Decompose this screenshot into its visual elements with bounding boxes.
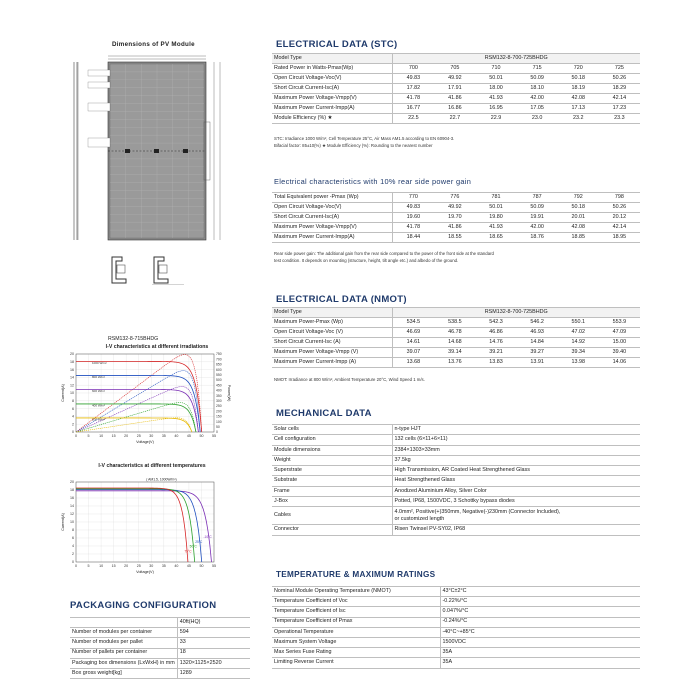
y-tick-label: 18: [70, 360, 74, 364]
table-row: [272, 84, 640, 94]
y-tick-label: 18: [70, 488, 74, 493]
row-value: 538.5: [434, 318, 475, 328]
table-row: Substrate Heat Strengthened Glass: [272, 476, 640, 486]
x-tick-label: 30: [149, 564, 154, 568]
y2-tick-label: 350: [216, 393, 222, 398]
row-value: 19.80: [475, 213, 516, 223]
table-row: Superstrate High Transmission, AR Coated Heat Strengthened Glass: [272, 466, 640, 476]
table-row: Cell configuration 132 cells (6×11+6×11): [272, 435, 640, 445]
row-value: 20.01: [558, 213, 599, 223]
nmot-title: ELECTRICAL DATA (NMOT): [276, 294, 407, 305]
y-tick-label: 12: [70, 512, 74, 517]
table-row: [272, 233, 640, 243]
row-value: 23.3: [599, 114, 640, 124]
stc-title: ELECTRICAL DATA (STC): [276, 39, 398, 50]
dimensions-title: Dimensions of PV Module: [112, 41, 195, 48]
series-label: 200 W/m²: [92, 417, 106, 422]
chart-annotation: ( AM1.5, 1000W/m²): [146, 477, 177, 482]
row-label: Module Efficiency (%) ★: [272, 114, 392, 124]
row-value: 17.13: [558, 104, 599, 114]
row-value: 725: [599, 64, 640, 74]
row-value: 18.55: [434, 233, 475, 243]
series-label: 800 W/m²: [92, 374, 106, 379]
series-label: 400 W/m²: [92, 403, 106, 408]
rear-gain-note-1: Rear side power gain: The additional gain from the rear side compared to the power of the front side at the standard: [274, 251, 494, 256]
table-row: Connector Risen Twinsel PV-SY02, IP68: [272, 525, 640, 535]
row-value: 46.78: [434, 328, 475, 338]
table-row: Cables 4.0mm², Positive(+)350mm, Negative(-)230mm (Connector Included), or customized length: [272, 507, 640, 525]
row-value: 41.86: [434, 223, 475, 233]
row-value: 39.14: [434, 348, 475, 358]
row-value: 550.1: [558, 318, 599, 328]
x-tick-label: 40: [174, 564, 179, 568]
row-value: 18.85: [558, 233, 599, 243]
y-tick-label: 4: [72, 544, 74, 549]
table-row: [272, 328, 640, 338]
row-value: 13.76: [434, 358, 475, 368]
row-value: 18.10: [517, 84, 558, 94]
table-row: J-Box Potted, IP68, 1500VDC, 3 Schottky bypass diodes: [272, 497, 640, 507]
row-value: 542.3: [475, 318, 516, 328]
packaging-title: PACKAGING CONFIGURATION: [70, 600, 217, 611]
row-value: 715: [517, 64, 558, 74]
row-value: 41.86: [434, 94, 475, 104]
y-tick-label: 14: [70, 504, 74, 509]
x-tick-label: 40: [174, 434, 179, 438]
row-value: 50.18: [558, 203, 599, 213]
y-tick-label: 4: [72, 414, 74, 419]
row-value: 18.76: [517, 233, 558, 243]
x-tick-label: 30: [149, 434, 154, 438]
table-row: [272, 193, 640, 203]
row-value: 19.60: [392, 213, 434, 223]
row-label: Maximum Power Current-Impp(A): [272, 104, 392, 114]
y2-tick-label: 250: [216, 404, 222, 409]
packaging-container-type: 40ft(HQ): [177, 618, 250, 628]
row-label: Maximum Power Voltage-Vmpp (V): [272, 348, 392, 358]
row-value: 14.84: [517, 338, 558, 348]
row-value: 787: [517, 193, 558, 203]
row-value: 47.09: [599, 328, 640, 338]
y2-tick-label: 550: [216, 373, 222, 377]
row-value: 14.92: [558, 338, 599, 348]
y-axis-label: Current(A): [61, 513, 65, 531]
x-tick-label: 0: [75, 434, 77, 438]
row-value: 13.91: [517, 358, 558, 368]
x-axis-label: Voltage(V): [136, 570, 154, 574]
table-row: [272, 348, 640, 358]
rear-gain-note-2: test condition. It depends on mounting (structure, height, tilt angle etc.) and albedo of the ground.: [274, 258, 459, 263]
row-label: Open Circuit Voltage-Voc(V): [272, 203, 392, 213]
row-value: 776: [434, 193, 475, 203]
table-row: [272, 94, 640, 104]
row-value: 13.68: [392, 358, 434, 368]
y-tick-label: 6: [72, 406, 74, 411]
row-value: 39.21: [475, 348, 516, 358]
row-value: 41.93: [475, 223, 516, 233]
row-value: 19.91: [517, 213, 558, 223]
x-tick-label: 45: [186, 564, 191, 568]
series-line: [76, 489, 195, 562]
row-value: 22.5: [392, 114, 434, 124]
row-label: Maximum Power Voltage-Vmpp(V): [272, 94, 392, 104]
y-tick-label: 0: [72, 560, 74, 565]
row-label: Short Circuit Current-Isc (A): [272, 338, 392, 348]
x-tick-label: 35: [161, 564, 166, 568]
y2-axis-label: Power(W): [227, 384, 231, 402]
y-tick-label: 16: [70, 367, 74, 372]
row-value: 42.00: [517, 94, 558, 104]
row-value: 798: [599, 193, 640, 203]
series-line: [76, 389, 198, 432]
row-label: Total Equivalent power -Pmax (Wp): [272, 193, 392, 203]
row-value: 50.09: [517, 203, 558, 213]
x-tick-label: 35: [161, 434, 166, 438]
row-value: 22.7: [434, 114, 475, 124]
row-value: 19.70: [434, 213, 475, 223]
iv-chart-2-title: I-V characteristics at different temperatures: [98, 463, 206, 469]
y-tick-label: 16: [70, 496, 74, 501]
row-value: 16.95: [475, 104, 516, 114]
y2-tick-label: 600: [216, 367, 222, 372]
row-label: Short Circuit Current-Isc(A): [272, 84, 392, 94]
row-value: 546.2: [517, 318, 558, 328]
row-value: 39.27: [517, 348, 558, 358]
y-tick-label: 2: [72, 422, 74, 427]
y-tick-label: 20: [70, 352, 74, 357]
row-value: 781: [475, 193, 516, 203]
row-value: 42.14: [599, 94, 640, 104]
row-value: 50.01: [475, 74, 516, 84]
row-value: 39.34: [558, 348, 599, 358]
row-value: 49.83: [392, 203, 434, 213]
table-row: [272, 318, 640, 328]
y2-tick-label: 50: [216, 425, 220, 429]
stc-note-2: Bifacial factor: 85±10(%) ★ Module Efficiency (%): Rounding to the nearest number: [274, 143, 433, 148]
table-row: Temperature Coefficient of Pmax -0.24%/°C: [272, 617, 640, 627]
y2-tick-label: 450: [216, 383, 222, 388]
table-row: [272, 338, 640, 348]
row-value: 13.83: [475, 358, 516, 368]
x-tick-label: 5: [87, 564, 90, 568]
row-value: 17.82: [392, 84, 434, 94]
nmot-model-value: RSM132-8-700-725BHDG: [392, 308, 640, 318]
row-value: 18.44: [392, 233, 434, 243]
frame-cross-section-right: [150, 255, 186, 285]
row-value: 534.5: [392, 318, 434, 328]
row-label: Open Circuit Voltage-Voc (V): [272, 328, 392, 338]
table-row: Solar cells n-type HJT: [272, 425, 640, 435]
x-tick-label: 25: [136, 564, 141, 568]
iv-chart-1-title: I-V characteristics at different irradiations: [105, 344, 209, 350]
table-row: Module dimensions 2384×1303×33mm: [272, 445, 640, 455]
y2-tick-label: 100: [216, 419, 222, 424]
row-value: 16.86: [434, 104, 475, 114]
table-row: Temperature Coefficient of Voc -0.22%/°C: [272, 597, 640, 607]
row-value: 41.78: [392, 94, 434, 104]
x-tick-label: 0: [75, 564, 77, 568]
x-tick-label: 25: [136, 434, 141, 438]
table-row: Frame Anodized Aluminium Alloy, Silver Color: [272, 486, 640, 496]
x-tick-label: 50: [199, 564, 204, 568]
row-value: 49.92: [434, 203, 475, 213]
y-tick-label: 0: [72, 430, 74, 435]
table-row: [272, 213, 640, 223]
row-value: 720: [558, 64, 599, 74]
iv-temperature-chart: [58, 470, 238, 578]
mechanical-table: [272, 424, 640, 536]
row-value: 41.93: [475, 94, 516, 104]
table-row: Limiting Reverse Current 35A: [272, 658, 640, 668]
row-value: 705: [434, 64, 475, 74]
row-value: 16.77: [392, 104, 434, 114]
row-value: 22.9: [475, 114, 516, 124]
y-tick-label: 12: [70, 383, 74, 388]
x-tick-label: 55: [212, 564, 216, 568]
x-tick-label: 10: [99, 434, 104, 438]
y2-tick-label: 500: [216, 378, 222, 383]
y-tick-label: 10: [70, 391, 74, 396]
row-value: 792: [558, 193, 599, 203]
table-row: Packaging box dimensions (LxWxH) in mm 1320×1125×2520: [70, 658, 250, 668]
row-value: 14.06: [599, 358, 640, 368]
x-tick-label: 10: [99, 564, 104, 568]
row-value: 17.23: [599, 104, 640, 114]
y-tick-label: 14: [70, 375, 74, 380]
series-line: [76, 488, 188, 562]
y2-tick-label: 300: [216, 399, 222, 403]
row-value: 710: [475, 64, 516, 74]
row-value: 49.92: [434, 74, 475, 84]
row-value: 42.14: [599, 223, 640, 233]
row-value: 23.2: [558, 114, 599, 124]
frame-cross-section-left: [108, 255, 134, 285]
x-tick-label: 20: [124, 434, 129, 438]
row-value: 18.65: [475, 233, 516, 243]
mechanical-title: MECHANICAL DATA: [276, 408, 372, 419]
nmot-model-row: Model Type RSM132-8-700-725BHDG: [272, 308, 640, 318]
row-label: Open Circuit Voltage-Voc(V): [272, 74, 392, 84]
row-label: Maximum Power-Pmax (Wp): [272, 318, 392, 328]
row-value: 50.26: [599, 203, 640, 213]
rear-gain-title: Electrical characteristics with 10% rear side power gain: [274, 177, 472, 186]
x-tick-label: 15: [111, 434, 116, 438]
iv-chart-1-model: RSM132-8-715BHDG: [108, 336, 159, 342]
row-value: 50.18: [558, 74, 599, 84]
y-tick-label: 8: [72, 528, 74, 533]
series-label: 1000 W/m²: [92, 360, 107, 365]
y2-tick-label: 750: [216, 352, 222, 357]
table-row: Number of modules per container 594: [70, 628, 250, 638]
series-label: -10°C: [203, 535, 212, 539]
x-tick-label: 50: [199, 434, 204, 438]
table-row: [272, 64, 640, 74]
y-tick-label: 2: [72, 552, 74, 557]
table-row: [272, 223, 640, 233]
row-value: 46.86: [475, 328, 516, 338]
table-row: Max Series Fuse Rating 35A: [272, 648, 640, 658]
y2-tick-label: 150: [216, 414, 222, 419]
row-value: 770: [392, 193, 434, 203]
row-value: 14.68: [434, 338, 475, 348]
series-label: 50°C: [189, 544, 197, 549]
row-value: 18.00: [475, 84, 516, 94]
row-value: 50.01: [475, 203, 516, 213]
row-label: Maximum Power Current-Impp(A): [272, 233, 392, 243]
temperature-table: [272, 586, 640, 669]
y2-tick-label: 0: [216, 430, 218, 435]
table-row: [272, 358, 640, 368]
stc-model-value: RSM132-8-700-725BHDG: [392, 54, 640, 64]
row-value: 42.00: [517, 223, 558, 233]
y2-tick-label: 700: [216, 357, 222, 362]
y-axis-label: Current(A): [61, 384, 65, 402]
table-row: Number of pallets per container 18: [70, 648, 250, 658]
iv-irradiance-chart: [58, 350, 238, 448]
table-row: Box gross weight[kg] 1289: [70, 668, 250, 678]
row-value: 50.09: [517, 74, 558, 84]
table-row: [272, 114, 640, 124]
row-value: 46.93: [517, 328, 558, 338]
row-value: 42.08: [558, 223, 599, 233]
y2-tick-label: 200: [216, 409, 222, 414]
row-value: 553.9: [599, 318, 640, 328]
rear-gain-table: [272, 192, 640, 243]
series-label: 75°C: [184, 549, 192, 554]
table-row: Maximum System Voltage 1500VDC: [272, 637, 640, 647]
row-value: 700: [392, 64, 434, 74]
y2-tick-label: 650: [216, 362, 222, 367]
nmot-note: NMOT: Irradiance at 800 W/m², Ambient Temperature 20°C, Wind Speed 1 m/s.: [274, 377, 425, 382]
row-value: 17.05: [517, 104, 558, 114]
row-value: 14.61: [392, 338, 434, 348]
table-row: Number of modules per pallet 33: [70, 638, 250, 648]
row-value: 47.02: [558, 328, 599, 338]
x-tick-label: 15: [111, 564, 116, 568]
y-tick-label: 8: [72, 399, 74, 403]
x-axis-label: Voltage(V): [136, 440, 154, 444]
table-row: [272, 104, 640, 114]
x-tick-label: 5: [87, 434, 90, 438]
row-label: Maximum Power Voltage-Vmpp(V): [272, 223, 392, 233]
row-value: 39.07: [392, 348, 434, 358]
row-value: 18.19: [558, 84, 599, 94]
row-value: 49.83: [392, 74, 434, 84]
row-value: 17.91: [434, 84, 475, 94]
x-tick-label: 55: [212, 434, 216, 438]
x-tick-label: 45: [186, 434, 191, 438]
packaging-table: [70, 617, 250, 679]
power-curve: [76, 387, 198, 432]
row-label: Maximum Power Current-Impp (A): [272, 358, 392, 368]
packaging-header-row: [70, 618, 250, 628]
table-row: Temperature Coefficient of Isc 0.047%/°C: [272, 607, 640, 617]
table-row: Operational Temperature -40°C~+85°C: [272, 627, 640, 637]
row-value: 18.95: [599, 233, 640, 243]
y2-tick-label: 400: [216, 388, 222, 393]
row-value: 15.00: [599, 338, 640, 348]
table-row: Weight 37.5kg: [272, 455, 640, 465]
row-value: 39.40: [599, 348, 640, 358]
row-value: 41.78: [392, 223, 434, 233]
row-value: 13.98: [558, 358, 599, 368]
row-value: 46.69: [392, 328, 434, 338]
series-label: 600 W/m²: [92, 388, 106, 393]
row-value: 50.26: [599, 74, 640, 84]
stc-table: [272, 53, 640, 124]
y-tick-label: 10: [70, 520, 74, 525]
table-row: [272, 203, 640, 213]
table-row: [272, 74, 640, 84]
row-value: 14.76: [475, 338, 516, 348]
temperature-title: TEMPERATURE & MAXIMUM RATINGS: [276, 570, 436, 579]
x-tick-label: 20: [124, 564, 129, 568]
series-label: 25°C: [195, 539, 203, 544]
stc-model-row: Model Type RSM132-8-700-725BHDG: [272, 54, 640, 64]
row-value: 18.29: [599, 84, 640, 94]
row-label: Rated Power in Watts-Pmax(Wp): [272, 64, 392, 74]
row-value: 42.08: [558, 94, 599, 104]
y-tick-label: 6: [72, 536, 74, 541]
table-row: Nominal Module Operating Temperature (NMOT) 43°C±2°C: [272, 587, 640, 597]
row-value: 20.12: [599, 213, 640, 223]
row-label: Short Circuit Current-Isc(A): [272, 213, 392, 223]
row-value: 23.0: [517, 114, 558, 124]
module-dimension-drawing: [68, 50, 238, 245]
stc-note-1: STC: Irradiance 1000 W/m², Cell Temperature 25°C, Air Mass AM1.5 according to EN 60904-3.: [274, 136, 455, 141]
nmot-table: [272, 307, 640, 368]
y-tick-label: 20: [70, 480, 74, 485]
